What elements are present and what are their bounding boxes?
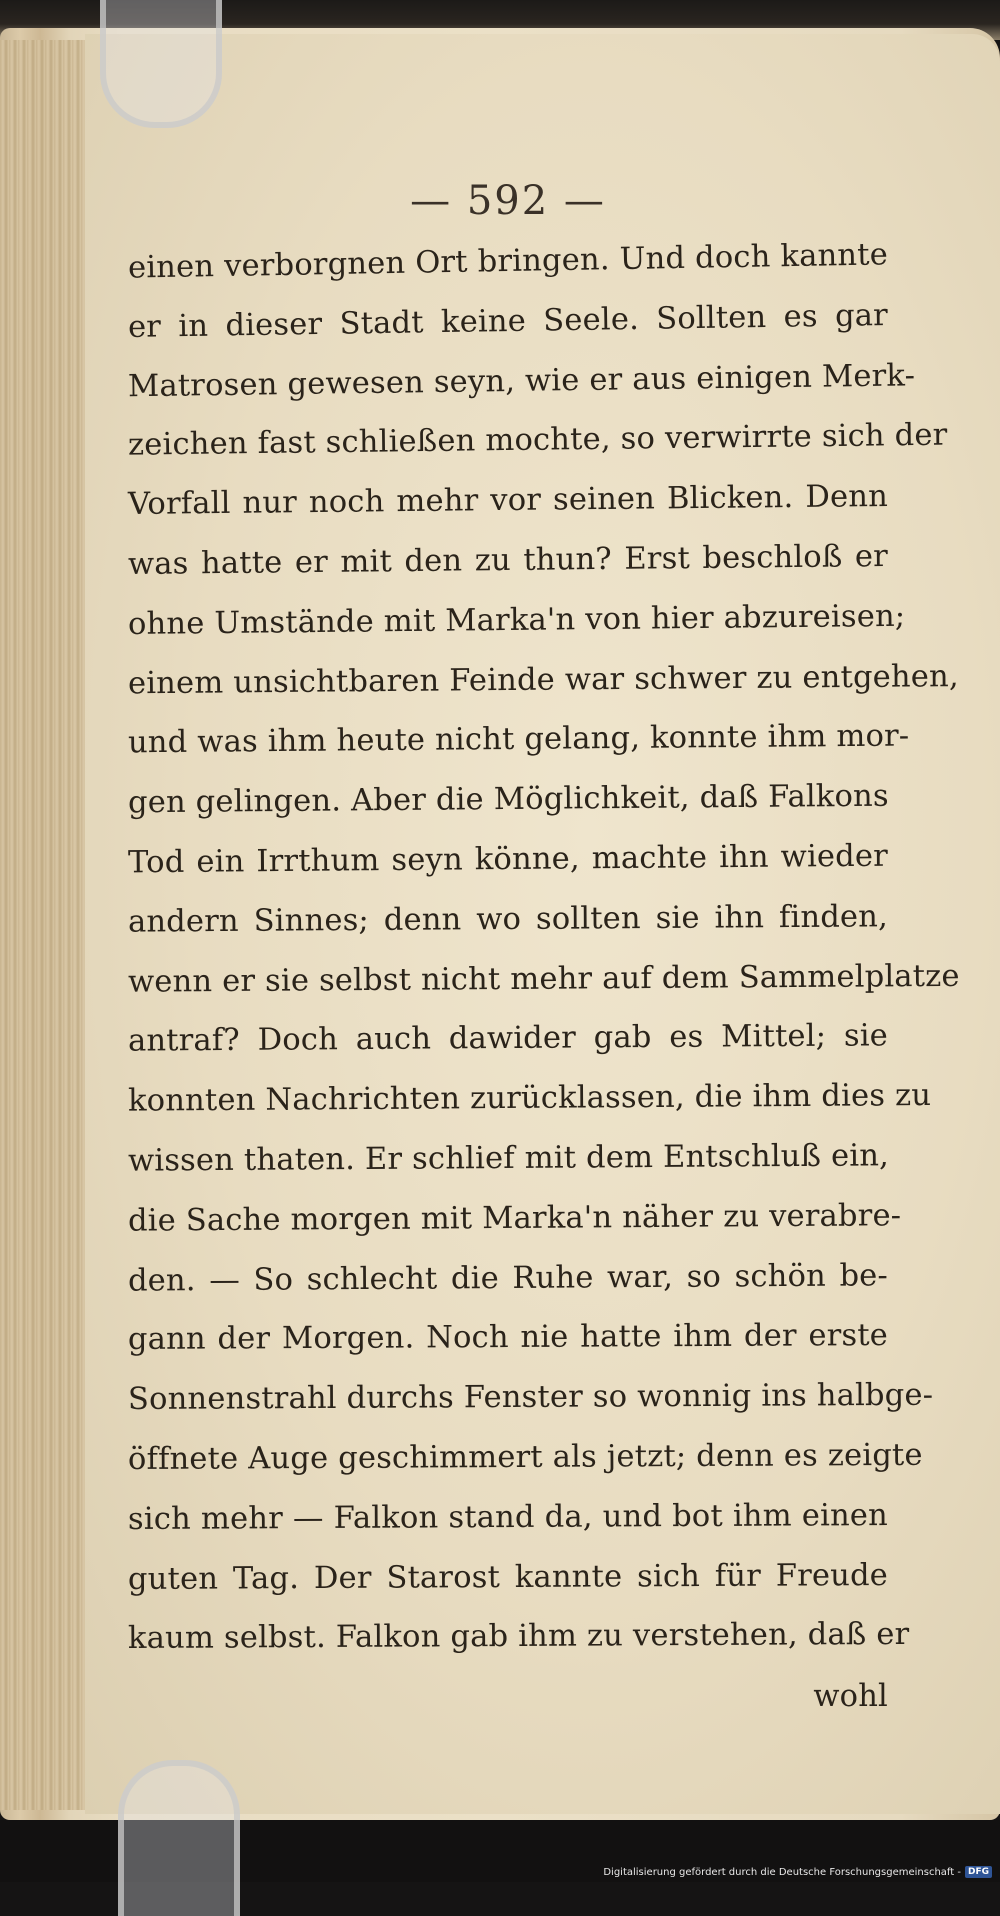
text-line: guten Tag. Der Starost kannte sich für Freude <box>127 1557 889 1597</box>
text-line: Vorfall nur noch mehr vor seinen Blicken. Denn <box>127 479 889 523</box>
text-line: antraf? Doch auch dawider gab es Mittel; sie <box>127 1018 889 1060</box>
page-edges <box>0 40 90 1810</box>
text-line: einem unsichtbaren Feinde war schwer zu entgehen, <box>127 658 959 701</box>
text-line: zeichen fast schließen mochte, so verwirrte sich der <box>127 418 948 464</box>
digitization-credit <box>603 1866 992 1878</box>
text-line: Matrosen gewesen seyn, wie er aus einigen Merk- <box>127 357 916 404</box>
text-line: Tod ein Irrthum seyn könne, machte ihn wieder <box>127 838 889 881</box>
text-line: Sonnenstrahl durchs Fenster so wonnig ins halbge- <box>127 1377 934 1418</box>
page-number: — 592 — <box>410 178 606 224</box>
text-line: wenn er sie selbst nicht mehr auf dem Sammelplatze <box>127 958 960 1000</box>
catchword: wohl <box>813 1679 888 1715</box>
text-line: konnten Nachrichten zurücklassen, die ihm dies zu <box>127 1078 932 1119</box>
dfg-logo: DFG <box>965 1866 992 1878</box>
text-line: den. — So schlecht die Ruhe war, so schön be- <box>127 1257 889 1299</box>
text-line: kaum selbst. Falkon gab ihm zu verstehen, daß er <box>127 1617 910 1657</box>
top-page-clip <box>100 0 222 128</box>
text-line: was hatte er mit den zu thun? Erst beschloß er <box>127 539 889 582</box>
text-line: ohne Umstände mit Marka'n von hier abzureisen; <box>127 598 906 642</box>
bottom-page-clip <box>118 1760 240 1916</box>
text-line: einen verborgnen Ort bringen. Und doch kannte <box>127 237 889 286</box>
page-text <box>127 178 960 1727</box>
text-line: und was ihm heute nicht gelang, konnte ihm mor- <box>127 718 910 761</box>
text-line: er in dieser Stadt keine Seele. Sollten es gar <box>127 297 889 345</box>
text-line: andern Sinnes; denn wo sollten sie ihn finden, <box>127 899 889 940</box>
text-line: gann der Morgen. Noch nie hatte ihm der erste <box>127 1318 889 1358</box>
credit-text: Digitalisierung gefördert durch die Deutsche Forschungsgemeinschaft - <box>603 1866 961 1878</box>
text-line: gen gelingen. Aber die Möglichkeit, daß Falkons <box>127 778 889 821</box>
text-line: öffnete Auge geschimmert als jetzt; denn es zeigte <box>127 1437 923 1477</box>
text-line: wissen thaten. Er schlief mit dem Entschluß ein, <box>127 1138 890 1179</box>
text-line: sich mehr — Falkon stand da, und bot ihm einen <box>127 1497 889 1537</box>
text-line: die Sache morgen mit Marka'n näher zu verabre- <box>127 1198 902 1239</box>
